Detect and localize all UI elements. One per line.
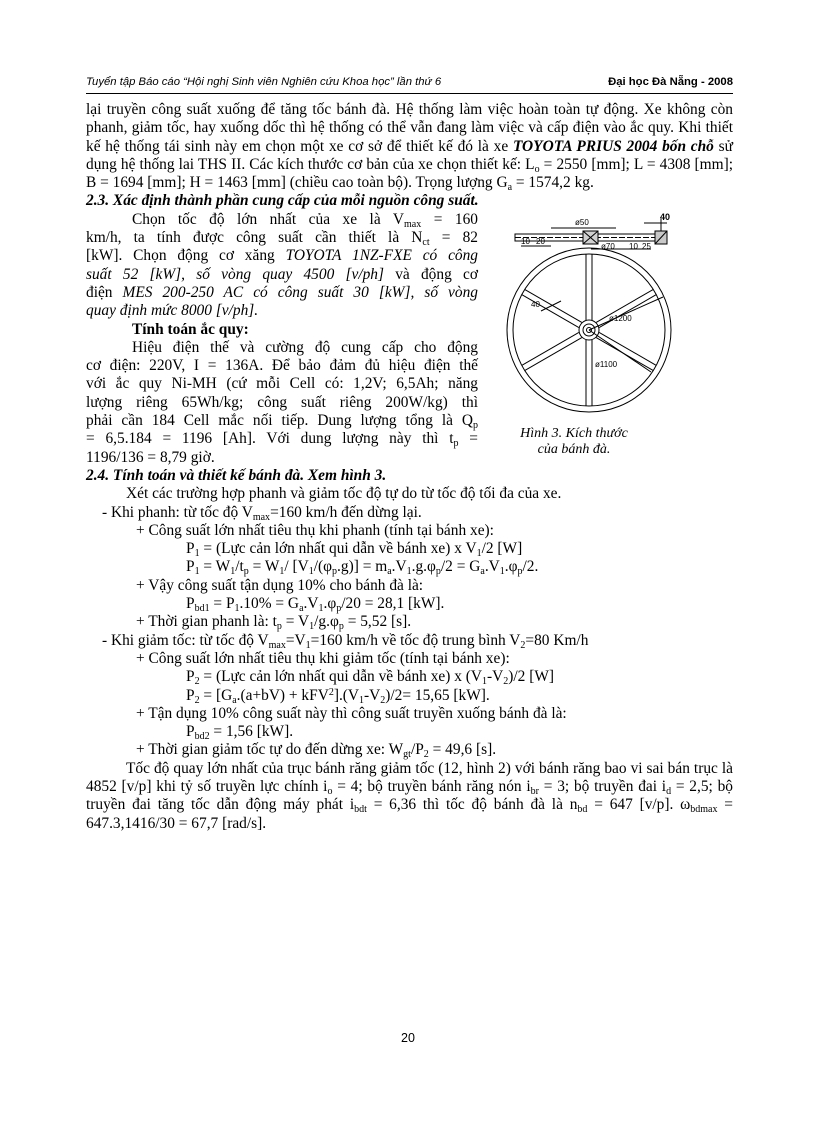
car-name: TOYOTA PRIUS 2004 bốn chỗ xyxy=(512,137,714,155)
dim-40-top: 40 xyxy=(660,211,671,222)
section-2-3-heading: 2.3. Xác định thành phần cung cấp của mỗi nguồn công suất. xyxy=(86,192,479,210)
dim-10b: 10 xyxy=(629,241,638,251)
dim-50: ø50 xyxy=(575,217,589,227)
dim-10: 10 xyxy=(521,236,530,246)
dim-40-spoke: 40 xyxy=(531,299,540,309)
header-rule xyxy=(86,93,733,94)
section-2-3-text: Chọn tốc độ lớn nhất của xe là $V_{max} = 160$ km/h, ta tính được công suất cần thiết là $N_{ct} = 82$ [kW]. Chọn động cơ xăng TOYOTA 1NZ-FXE có công suất 52 [kW], số vòng quay 4500 [v/ph] và động cơ điện MES 200-250 AC có công suất 30 [kW], số vòng quay định mức 8000 [v/ph]. Tính toán ắc quy: Hiệu điện thế và cường độ cung cấp cho động cơ điện: 220V, I = 136A. Để bảo đảm đủ hiệu điện thế với ắc quy Ni-MH (cứ mỗi Cell có: 1,2V; 6,5Ah; năng lượng riêng 65Wh/kg; công suất riêng 200W/kg) thì phải cần 184 Cell mắc nối tiếp. Dung lượng tổng là $Q_p$ = 6,5.184 = 1196 [Ah]. Với dung lượng này thì $t_p$ = 1196/136 = 8,79 giờ. xyxy=(86,210,478,466)
battery-heading: Tính toán ắc quy: xyxy=(132,320,249,338)
header-right: Đại học Đà Nẵng - 2008 xyxy=(608,76,733,88)
dim-1200: ø1200 xyxy=(609,313,632,323)
page-number: 20 xyxy=(401,1031,415,1045)
page-body: lại truyền công suất xuống để tăng tốc bánh đà. Hệ thống làm việc hoàn toàn tự động. Xe không còn phanh, giảm tốc, hay xuống dốc thì hệ thống có thể vẫn đang làm việc và cấp điện vào ắc quy. Khi thiết kế hệ thống tái sinh này em chọn một xe cơ sở để thiết kế đó là xe TOYOTA PRIUS 2004 bốn chỗ sử dụng hệ thống lai THS II. Các kích thước cơ bản của xe chọn thiết kế: $L_o = 2550$ [mm]; L = 4308 [mm]; B = 1694 [mm]; H = 1463 [mm] (chiều cao toàn bộ). Trọng lượng $G_a = 1574,2$ kg. 2.3. Xác định thành phần cung cấp của mỗi nguồn công suất. Chọn tốc độ lớn nhất của xe là $V_{max} = 160$ km/h, ta tính được công suất cần thiết là $N_{ct} = 82$ [kW]. Chọn động cơ xăng TOYOTA 1NZ-FXE có công suất 52 [kW], số vòng quay 4500 [v/ph] và động cơ điện MES 200-250 AC có công suất 30 [kW], số vòng quay định mức 8000 [v/ph]. Tính toán ắc quy: Hiệu điện thế và cường độ cung cấp cho động cơ điện: 220V, I = 136A. Để bảo đảm đủ hiệu điện thế với ắc quy Ni-MH (cứ mỗi Cell có: 1,2V; 6,5Ah; năng lượng riêng 65Wh/kg; công suất riêng 200W/kg) thì phải cần 184 Cell mắc nối tiếp. Dung lượng tổng là $Q_p$ = 6,5.184 = 1196 [Ah]. Với dung lượng này thì $t_p$ = 1196/136 = 8,79 giờ. 40 ø50 10 20 ø70 10 25 40 ø1200 ø1100 Hình 3. Kích thước của bánh đà. 2.4. Tính toán và thiết kế bánh đà. Xem hình 3. Xét các trường hợp phanh và giảm tốc độ tự do từ tốc độ tối đa của xe. - Khi phanh: từ tốc độ $V_{max}=160$ km/h đến dừng lại. + Công suất lớn nhất tiêu thụ khi phanh (tính tại bánh xe): $P_1$ = (Lực cản lớn nhất qui dẫn về bánh xe) x $V_1/2$ [W] $P_1 = W_1/t_p = W_1/$ $[V_1/(\varphi_p.g)] = m_a.V_1.g.\varphi_p/2 = G_a.V_1.\varphi_p/2$. + Vậy công suất tận dụng 10% cho bánh đà là: $P_{bd1} = P_1.10\% = G_a.V_1.\varphi_p/20 = 28,1$ [kW]. + Thời gian phanh là: $t_p = V_1/g.\varphi_p = 5,52$ [s]. - Khi giảm tốc: từ tốc độ $V_{max}=V_1=160$ km/h về tốc độ trung bình $V_2=80$ Km/h + Công suất lớn nhất tiêu thụ khi giảm tốc (tính tại bánh xe): $P_2$ = (Lực cản lớn nhất qui dẫn về bánh xe) x $(V_1-V_2)/2$ [W] $P_2 = [G_a.(a+bV) + kFV^2].(V_1-V_2)/2= 15,65$ [kW]. + Tận dụng 10% công suất này thì công suất truyền xuống bánh đà là: $P_{bd2} = 1,56$ [kW]. + Thời gian giảm tốc tự do đến dừng xe: $W_{gt}/P_2 = 49,6$ [s]. Tốc độ quay lớn nhất của trục bánh răng giảm tốc (12, hình 2) với bánh răng bao vi sai bán trục là 4852 [v/p] khi tỷ số truyền lực chính $i_o = 4$; bộ truyền bánh răng nón $i_{br} = 3$; bộ truyền đai $i_d = 2,5$; bộ truyền đai tăng tốc dẫn động máy phát $i_{bdt} = 6,36$ thì tốc độ bánh đà là $n_{bd} = 647$ [v/p]. $\omega_{bdmax} = 647.3,1416/30 = 67,7$ [rad/s]. xyxy=(86,101,733,833)
intro-paragraph: lại truyền công suất xuống để tăng tốc bánh đà. Hệ thống làm việc hoàn toàn tự động. Xe không còn phanh, giảm tốc, hay xuống dốc thì hệ thống có thể vẫn đang làm việc và cấp điện vào ắc quy. Khi thiết kế hệ thống tái sinh này em chọn một xe cơ sở để thiết kế đó là xe TOYOTA PRIUS 2004 bốn chỗ sử dụng hệ thống lai THS II. Các kích thước cơ bản của xe chọn thiết kế: $L_o = 2550$ [mm]; L = 4308 [mm]; B = 1694 [mm]; H = 1463 [mm] (chiều cao toàn bộ). Trọng lượng $G_a = 1574,2$ kg. xyxy=(86,101,733,194)
dim-20: 20 xyxy=(536,236,545,246)
dim-25: 25 xyxy=(642,241,651,251)
final-paragraph: Tốc độ quay lớn nhất của trục bánh răng giảm tốc (12, hình 2) với bánh răng bao vi sai bán trục là 4852 [v/p] khi tỷ số truyền lực chính $i_o = 4$; bộ truyền bánh răng nón $i_{br} = 3$; bộ truyền đai $i_d = 2,5$; bộ truyền đai tăng tốc dẫn động máy phát $i_{bdt} = 6,36$ thì tốc độ bánh đà là $n_{bd} = 647$ [v/p]. $\omega_{bdmax} = 647.3,1416/30 = 67,7$ [rad/s]. xyxy=(86,759,733,832)
dim-1100: ø1100 xyxy=(595,359,618,369)
section-2-4-heading: 2.4. Tính toán và thiết kế bánh đà. Xem hình 3. xyxy=(86,466,387,484)
flywheel-drawing xyxy=(491,211,738,421)
flywheel-figure xyxy=(491,211,738,458)
running-header xyxy=(86,76,733,94)
section-2-3-with-figure xyxy=(86,211,733,467)
figure-caption: Hình 3. Kích thước của bánh đà. xyxy=(520,426,628,458)
dim-70: ø70 xyxy=(601,241,615,251)
header-left: Tuyển tập Báo cáo “Hội nghị Sinh viên Nghiên cứu Khoa học” lần thứ 6 xyxy=(86,76,442,88)
